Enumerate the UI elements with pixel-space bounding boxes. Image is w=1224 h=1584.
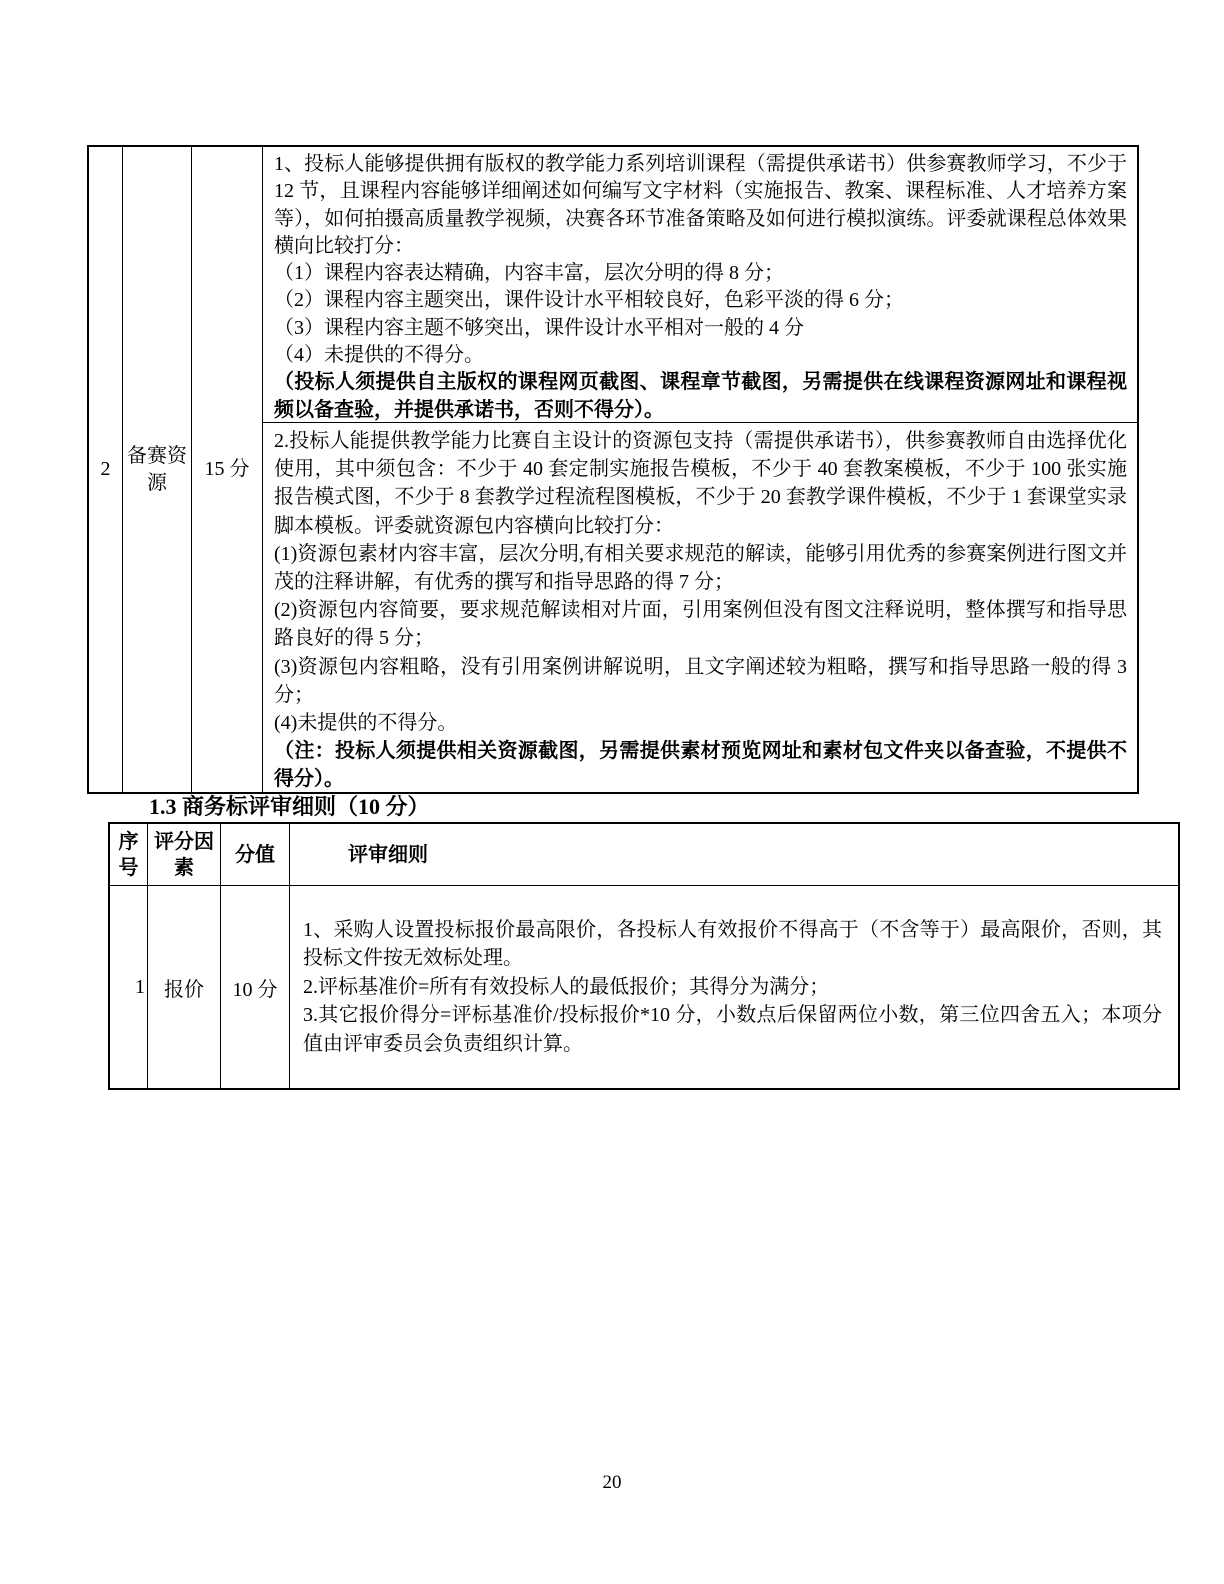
criteria-block-resource-pack [263, 423, 1137, 792]
criteria-paragraph: （4）未提供的不得分。 [274, 344, 484, 367]
table-cell-score [192, 147, 263, 792]
criteria-paragraph: （1）课程内容表达精确，内容丰富，层次分明的得 8 分； [274, 262, 784, 285]
factor-value: 报价 [164, 978, 204, 1001]
table-cell-criteria [290, 886, 1178, 1088]
table-cell-score [221, 886, 290, 1088]
header-cell-factor: 评分因素 [148, 824, 221, 886]
header-cell-sequence: 序号 [110, 824, 148, 886]
criteria-paragraph: 3.其它报价得分=评标基准价/投标报价*10 分，小数点后保留两位小数，第三位四舍五入；本项分值由评审委员会负责组织计算。 [303, 1004, 1162, 1055]
factor-value: 备赛资源 [127, 444, 187, 494]
criteria-paragraph: （2）课程内容主题突出，课件设计水平相较良好，色彩平淡的得 6 分； [274, 289, 904, 312]
criteria-note: （注：投标人须提供相关资源截图，另需提供素材预览网址和素材包文件夹以备查验，不提供不得分）。 [274, 740, 1127, 791]
score-value: 10 分 [232, 978, 278, 1001]
section-heading: 1.3 商务标评审细则（10 分） [149, 794, 430, 819]
table-cell-factor [148, 886, 221, 1088]
criteria-paragraph: 1、采购人设置投标报价最高限价，各投标人有效报价不得高于（不含等于）最高限价，否则，其投标文件按无效标处理。 [303, 918, 1162, 970]
table-cell-criteria [263, 147, 1137, 792]
sequence-value: 2 [100, 458, 111, 480]
score-value: 15 分 [204, 458, 250, 480]
criteria-paragraph: (4)未提供的不得分。 [274, 712, 458, 735]
criteria-paragraph: （3）课程内容主题不够突出，课件设计水平相对一般的 4 分 [274, 316, 804, 339]
criteria-note: （投标人须提供自主版权的课程网页截图、课程章节截图，另需提供在线课程资源网址和课程视频以备查验，并提供承诺书，否则不得分）。 [274, 371, 1127, 421]
header-cell-score: 分值 [221, 824, 290, 886]
commercial-criteria-table [108, 822, 1180, 1090]
sequence-value: 1 [135, 975, 145, 998]
table-cell-sequence [110, 886, 148, 1088]
criteria-paragraph: (1)资源包素材内容丰富，层次分明,有相关要求规范的解读，能够引用优秀的参赛案例进行图文并茂的注释讲解，有优秀的撰写和指导思路的得 7 分； [274, 542, 1127, 594]
table-cell-sequence [89, 147, 123, 792]
technical-criteria-table [87, 145, 1139, 794]
criteria-paragraph: (3)资源包内容粗略，没有引用案例讲解说明，且文字阐述较为粗略，撰写和指导思路一般的得 3 分； [274, 655, 1127, 706]
page-number: 20 [602, 1472, 622, 1493]
criteria-paragraph: (2)资源包内容简要，要求规范解读相对片面，引用案例但没有图文注释说明，整体撰写和指导思路良好的得 5 分； [274, 599, 1127, 650]
header-cell-criteria: 评审细则 [290, 824, 1178, 886]
criteria-paragraph: 2.评标基准价=所有有效投标人的最低报价；其得分为满分； [303, 975, 830, 998]
criteria-paragraph: 2.投标人能提供教学能力比赛自主设计的资源包支持（需提供承诺书），供参赛教师自由选择优化使用，其中须包含：不少于 40 套定制实施报告模板，不少于 40 套教案模板，不少于 100 张实施报告模式图，不少于 8 套教学过程流程图模板，不少于 20 套教学课件模板，不少于 1 套课堂实录脚本模板。评委就资源包内容横向比较打分： [274, 430, 1127, 537]
table-cell-factor [123, 147, 192, 792]
criteria-block-courses [263, 147, 1137, 423]
criteria-paragraph: 1、投标人能够提供拥有版权的教学能力系列培训课程（需提供承诺书）供参赛教师学习，不少于 12 节，且课程内容能够详细阐述如何编写文字材料（实施报告、教案、课程标准、人才培养方案等），如何拍摄高质量教学视频，决赛各环节准备策略及如何进行模拟演练。评委就课程总体效果横向比较打分： [274, 153, 1127, 257]
